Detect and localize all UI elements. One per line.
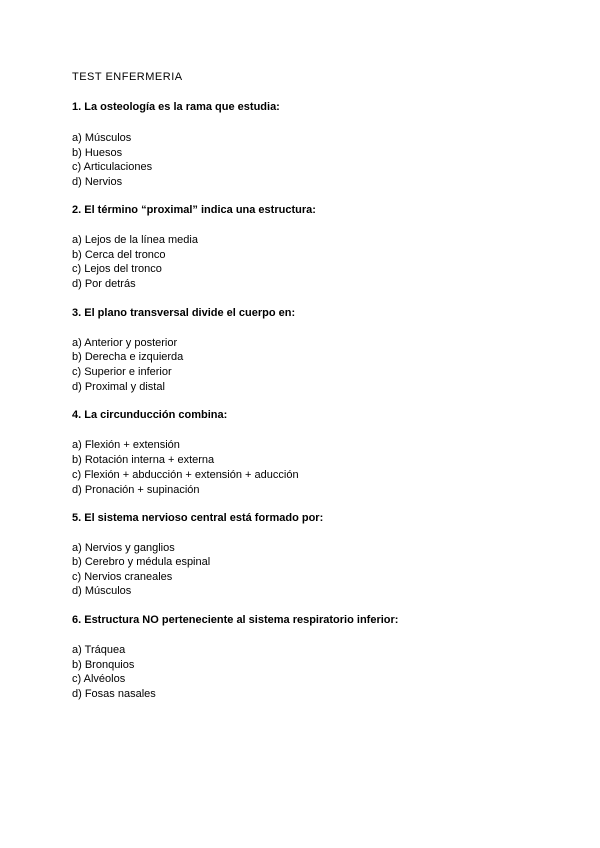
question-1-option-a: a) Músculos xyxy=(72,132,132,144)
question-5-option-b: b) Cerebro y médula espinal xyxy=(72,556,211,568)
question-6-option-d: d) Fosas nasales xyxy=(72,688,156,700)
question-2-title: 2. El término “proximal” indica una estructura: xyxy=(72,204,316,216)
question-5-option-a: a) Nervios y ganglios xyxy=(72,542,175,554)
question-3-option-b: b) Derecha e izquierda xyxy=(72,351,184,363)
question-4-option-d: d) Pronación + supinación xyxy=(72,484,200,496)
question-6-title: 6. Estructura NO perteneciente al sistema respiratorio inferior: xyxy=(72,614,399,626)
question-5-option-c: c) Nervios craneales xyxy=(72,571,173,583)
question-4-option-b: b) Rotación interna + externa xyxy=(72,454,215,466)
question-1-title: 1. La osteología es la rama que estudia: xyxy=(72,101,280,113)
question-3-option-c: c) Superior e inferior xyxy=(72,366,172,378)
question-2-option-b: b) Cerca del tronco xyxy=(72,249,166,261)
question-2-option-a: a) Lejos de la línea media xyxy=(72,234,198,246)
question-3-title: 3. El plano transversal divide el cuerpo en: xyxy=(72,307,296,319)
question-3-option-a: a) Anterior y posterior xyxy=(72,337,178,349)
question-1-option-d: d) Nervios xyxy=(72,176,123,188)
question-2-option-c: c) Lejos del tronco xyxy=(72,263,162,275)
document-title: TEST ENFERMERIA xyxy=(72,71,183,83)
question-6-option-a: a) Tráquea xyxy=(72,644,126,656)
question-6-option-c: c) Alvéolos xyxy=(72,673,126,685)
question-3-option-d: d) Proximal y distal xyxy=(72,381,165,393)
question-4-option-c: c) Flexión + abducción + extensión + aducción xyxy=(72,469,299,481)
question-1-option-b: b) Huesos xyxy=(72,147,123,159)
question-5-title: 5. El sistema nervioso central está formado por: xyxy=(72,512,324,524)
question-6-option-b: b) Bronquios xyxy=(72,659,135,671)
question-2-option-d: d) Por detrás xyxy=(72,278,136,290)
question-5-option-d: d) Músculos xyxy=(72,585,132,597)
question-4-title: 4. La circunducción combina: xyxy=(72,409,228,421)
question-1-option-c: c) Articulaciones xyxy=(72,161,153,173)
question-4-option-a: a) Flexión + extensión xyxy=(72,439,180,451)
